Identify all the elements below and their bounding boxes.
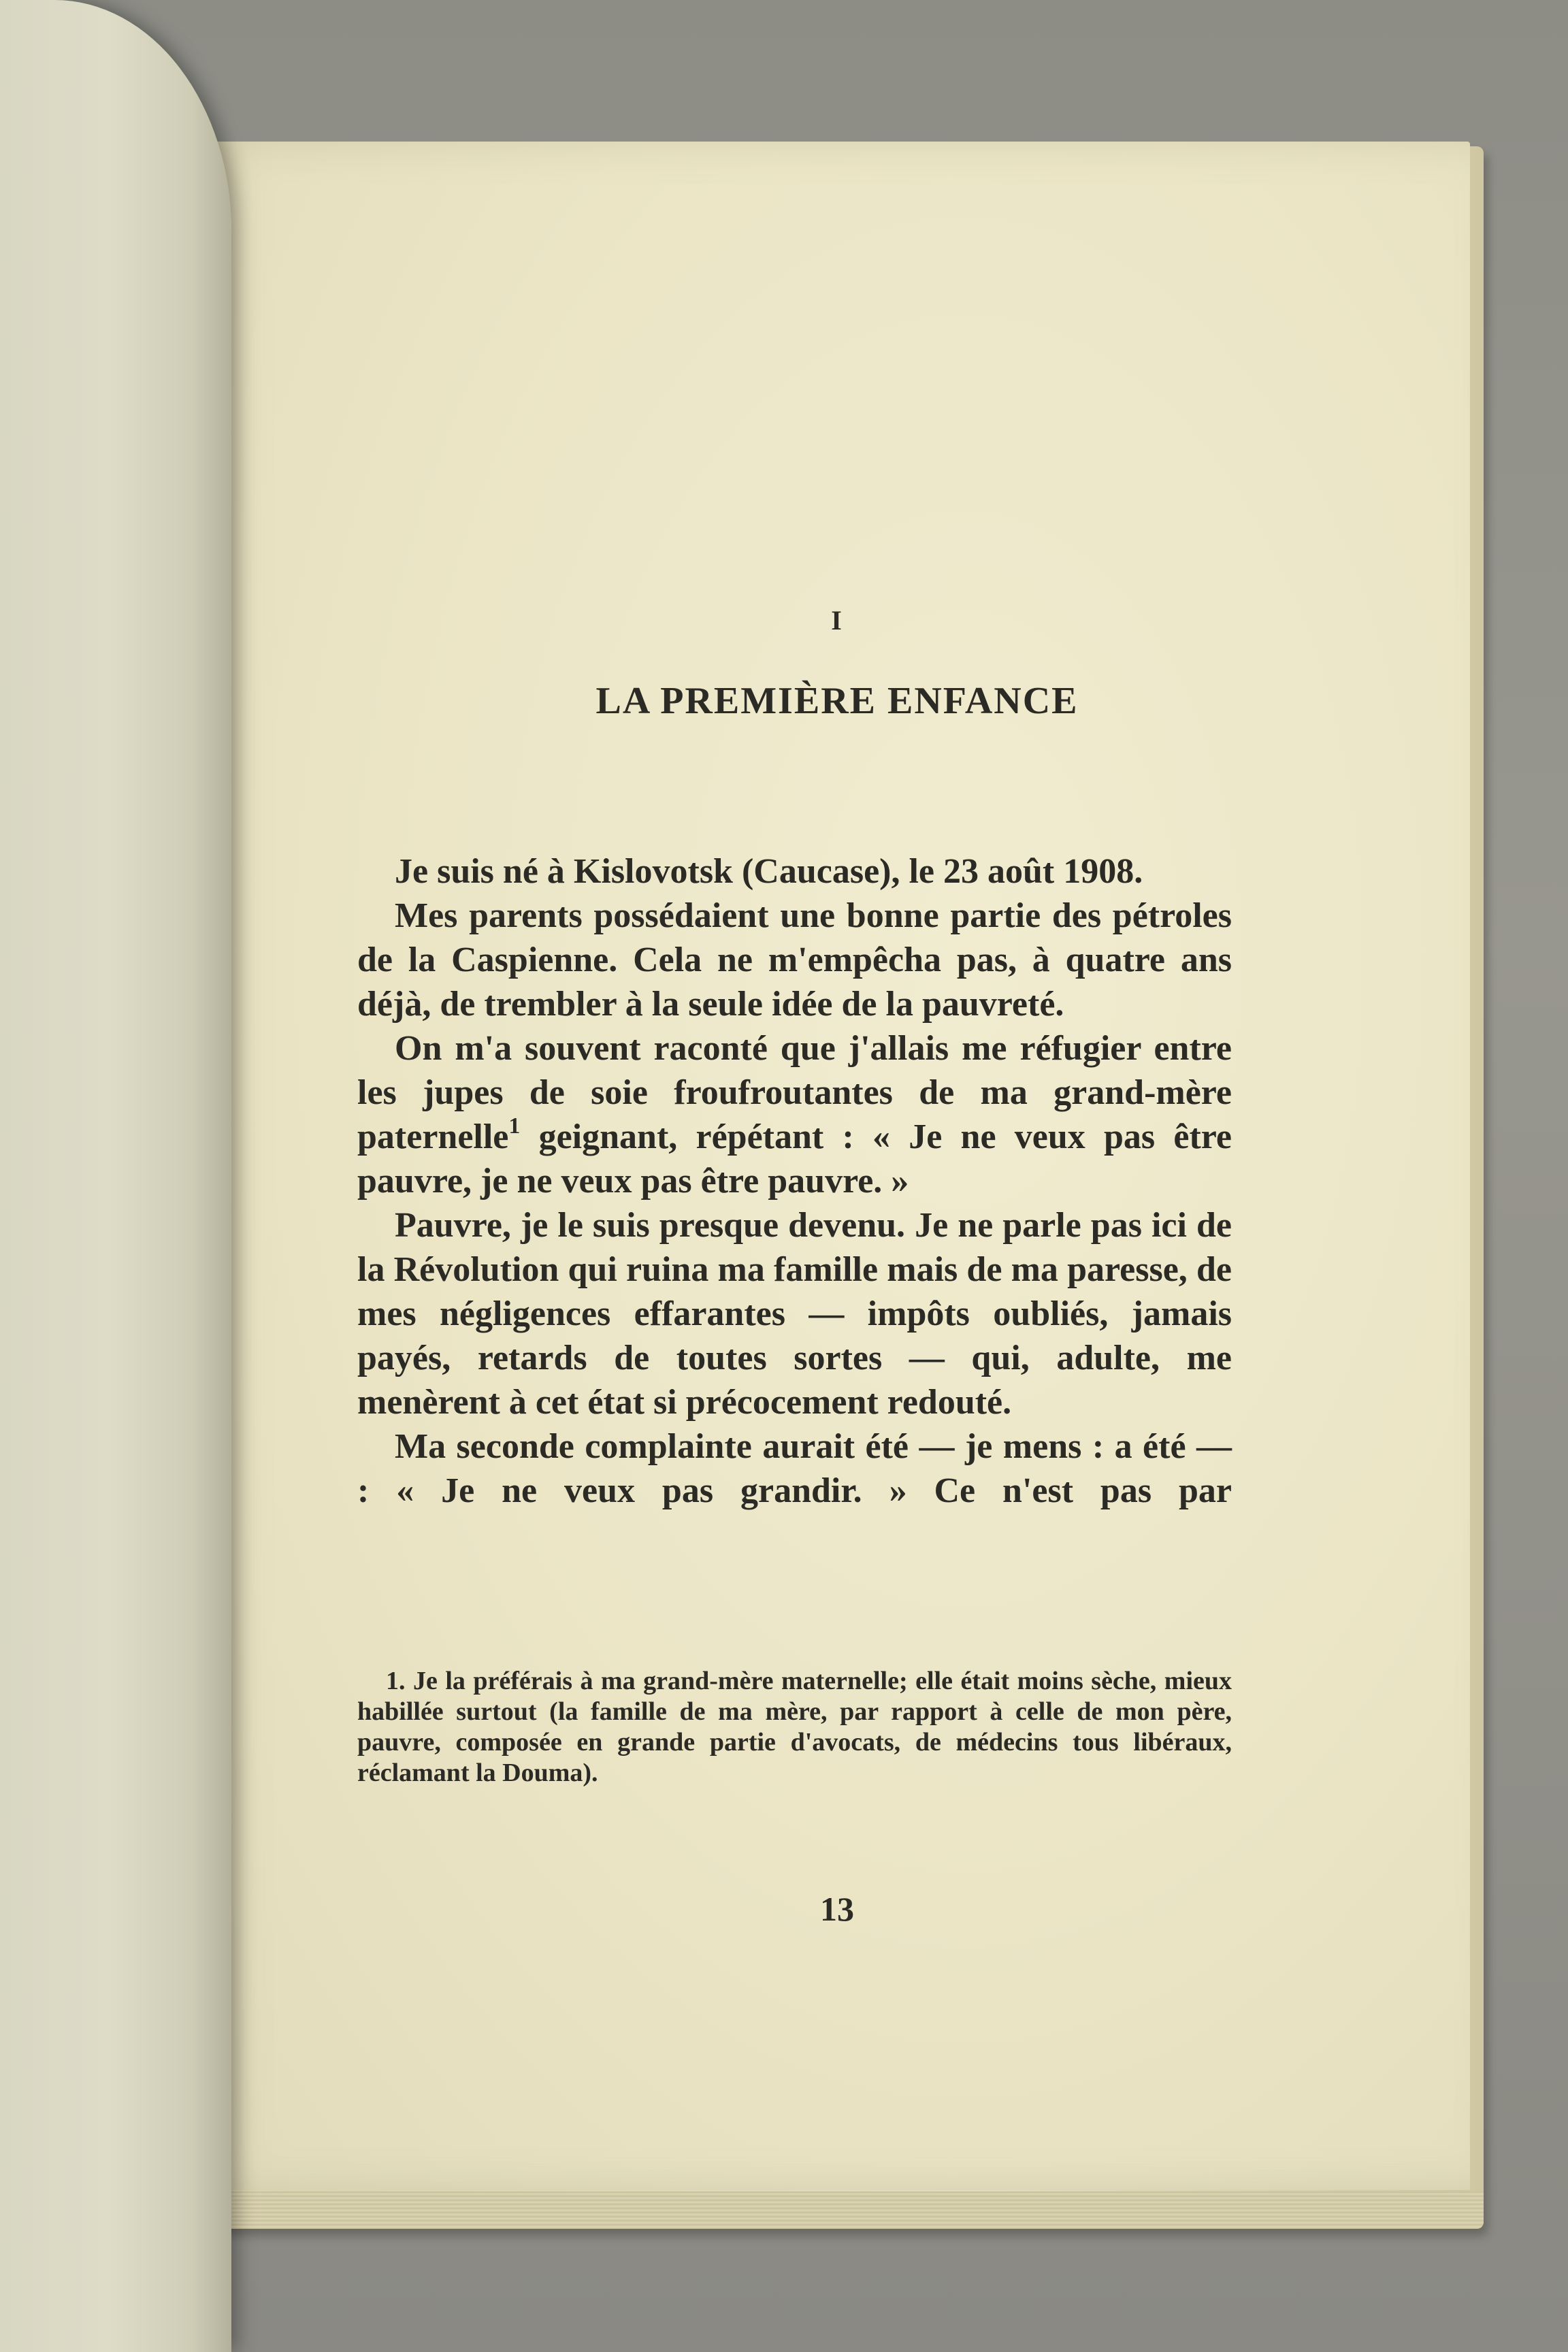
paragraph-3-end: geignant, répétant : « Je ne veux pas être pauvre, je ne veux pas être pauvre. »: [357, 1117, 1232, 1200]
chapter-number: I: [831, 605, 843, 636]
paragraph-1: Je suis né à Kislovotsk (Caucase), le 23 août 1908.: [395, 852, 1143, 891]
page-number: 13: [820, 1890, 854, 1928]
left-page-curl: [0, 0, 231, 2352]
footnote: 1. Je la préférais à ma grand-mère maternelle; elle était moins sèche, mieux habillée surtout (la famille de ma mère, par rapport à celle de mon père, pauvre, composée en grande partie d'avocats, de médecins tous libéraux, réclamant la Douma).: [357, 1667, 1232, 1787]
paragraph-4: Pauvre, je le suis presque devenu. Je ne parle pas ici de la Révolution qui ruina ma famille mais de ma paresse, de mes négligences effarantes — impôts oubliés, jamais payés, retards de toutes sortes — qui, adulte, me menèrent à cet état si précocement redouté.: [357, 1206, 1232, 1422]
body-text: [357, 849, 1232, 1513]
footnote-reference: 1: [508, 1113, 521, 1139]
paragraph-3: [357, 1026, 1232, 1203]
paragraph-5: Ma seconde complainte aurait été — je mens : a été — : « Je ne veux pas grandir. » Ce n'est pas par: [357, 1427, 1232, 1510]
paragraph-2: Mes parents possédaient une bonne partie des pétroles de la Caspienne. Cela ne m'empêcha pas, à quatre ans déjà, de trembler à la seule idée de la pauvreté.: [357, 896, 1232, 1024]
chapter-title: LA PREMIÈRE ENFANCE: [595, 680, 1079, 722]
paragraph-3-start: On m'a souvent raconté que j'allais me réfugier entre les jupes de soie froufroutantes de ma grand-mère paternelle: [357, 1029, 1232, 1156]
